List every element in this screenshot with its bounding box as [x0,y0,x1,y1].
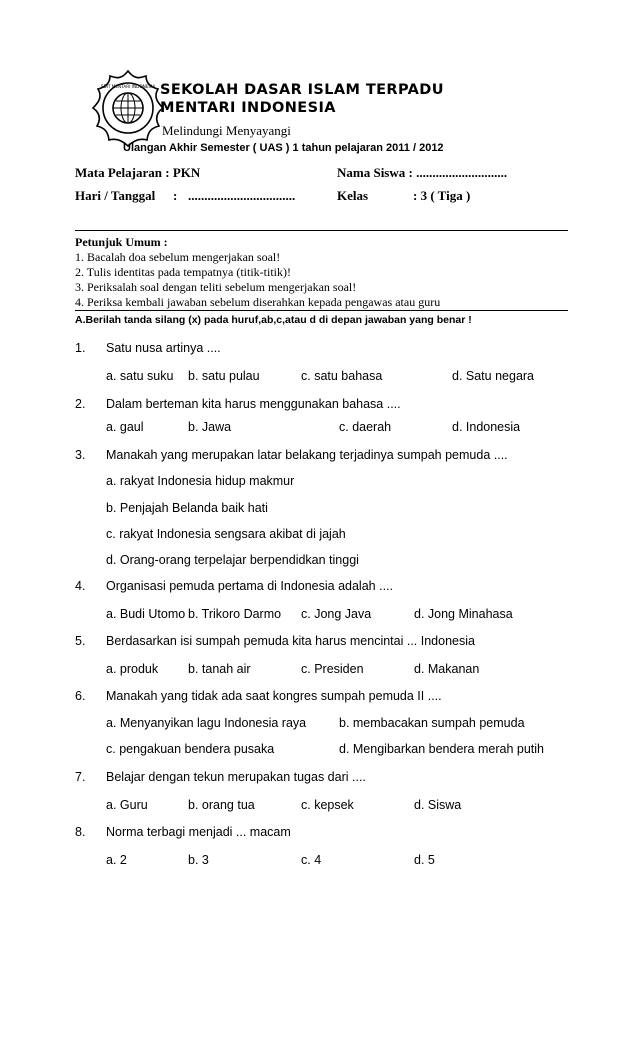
instruction-item: 3. Periksalah soal dengan teliti sebelum mengerjakan soal! [75,280,357,294]
question-number: 2. [75,397,86,411]
answer-option[interactable]: b. Penjajah Belanda baik hati [106,501,268,515]
divider-bottom [75,310,568,311]
logo-text: SDIT MENTARI INDONESIA [100,84,156,89]
section-a-instruction: A.Berilah tanda silang (x) pada huruf,ab,c,atau d di depan jawaban yang benar ! [75,314,472,326]
question-number: 7. [75,770,86,784]
class-label: Kelas [337,188,369,203]
answer-option[interactable]: a. 2 [106,853,127,867]
school-logo [88,68,168,148]
question-number: 5. [75,634,86,648]
exam-title: Ulangan Akhir Semester ( UAS ) 1 tahun pelajaran 2011 / 2012 [123,142,444,154]
question-number: 4. [75,579,86,593]
subject-label: Mata Pelajaran : PKN [75,165,201,180]
answer-option[interactable]: d. 5 [414,853,435,867]
question-number: 1. [75,341,86,355]
answer-option[interactable]: d. Jong Minahasa [414,607,513,621]
question-number: 3. [75,448,86,462]
answer-option[interactable]: b. orang tua [188,798,255,812]
question-text: Satu nusa artinya .... [106,341,221,355]
instruction-item: 4. Periksa kembali jawaban sebelum diserahkan kepada pengawas atau guru [75,295,441,309]
answer-option[interactable]: b. 3 [188,853,209,867]
answer-option[interactable]: d. Makanan [414,662,480,676]
answer-option[interactable]: a. rakyat Indonesia hidup makmur [106,474,295,488]
question-text: Norma terbagi menjadi ... macam [106,825,291,839]
school-name-line1: SEKOLAH DASAR ISLAM TERPADU [160,82,444,98]
answer-option[interactable]: c. Presiden [301,662,364,676]
date-label: Hari / Tanggal [75,188,156,203]
answer-option[interactable]: b. tanah air [188,662,251,676]
answer-option[interactable]: a. gaul [106,420,144,434]
answer-option[interactable]: a. Menyanyikan lagu Indonesia raya [106,716,307,730]
answer-option[interactable]: b. Jawa [188,420,232,434]
question-text: Berdasarkan isi sumpah pemuda kita harus mencintai ... Indonesia [106,634,475,648]
student-name-field: Nama Siswa : ............................ [337,165,508,180]
question-text: Dalam berteman kita harus menggunakan bahasa .... [106,397,401,411]
answer-option[interactable]: d. Indonesia [452,420,521,434]
answer-option[interactable]: c. 4 [301,853,322,867]
question-text: Organisasi pemuda pertama di Indonesia adalah .... [106,579,393,593]
school-motto: Melindungi Menyayangi [162,123,291,138]
answer-option[interactable]: a. satu suku [106,369,174,383]
answer-option[interactable]: a. Budi Utomo [106,607,186,621]
class-value: : 3 ( Tiga ) [413,188,471,203]
answer-option[interactable]: c. satu bahasa [301,369,383,383]
instruction-item: 2. Tulis identitas pada tempatnya (titik-titik)! [75,265,291,279]
instruction-item: 1. Bacalah doa sebelum mengerjakan soal! [75,250,281,264]
answer-option[interactable]: c. rakyat Indonesia sengsara akibat di jajah [106,527,346,541]
question-number: 6. [75,689,86,703]
answer-option[interactable]: c. kepsek [301,798,354,812]
answer-option[interactable]: a. produk [106,662,159,676]
question-text: Belajar dengan tekun merupakan tugas dari .... [106,770,366,784]
answer-option[interactable]: d. Siswa [414,798,462,812]
question-text: Manakah yang tidak ada saat kongres sumpah pemuda II .... [106,689,442,703]
answer-option[interactable]: d. Orang-orang terpelajar berpendidkan tinggi [106,553,359,567]
answer-option[interactable]: b. satu pulau [188,369,260,383]
question-text: Manakah yang merupakan latar belakang terjadinya sumpah pemuda .... [106,448,508,462]
answer-option[interactable]: b. membacakan sumpah pemuda [339,716,525,730]
answer-option[interactable]: c. daerah [339,420,392,434]
date-colon: : [173,188,178,203]
answer-option[interactable]: b. Trikoro Darmo [188,607,282,621]
answer-option[interactable]: c. Jong Java [301,607,372,621]
answer-option[interactable]: a. Guru [106,798,148,812]
date-field: ................................. [188,188,296,203]
school-name-line2: MENTARI INDONESIA [160,100,336,116]
answer-option[interactable]: d. Satu negara [452,369,535,383]
answer-option[interactable]: d. Mengibarkan bendera merah putih [339,742,544,756]
answer-option[interactable]: c. pengakuan bendera pusaka [106,742,275,756]
instructions-title: Petunjuk Umum : [75,235,168,249]
question-number: 8. [75,825,86,839]
divider-top [75,230,568,231]
